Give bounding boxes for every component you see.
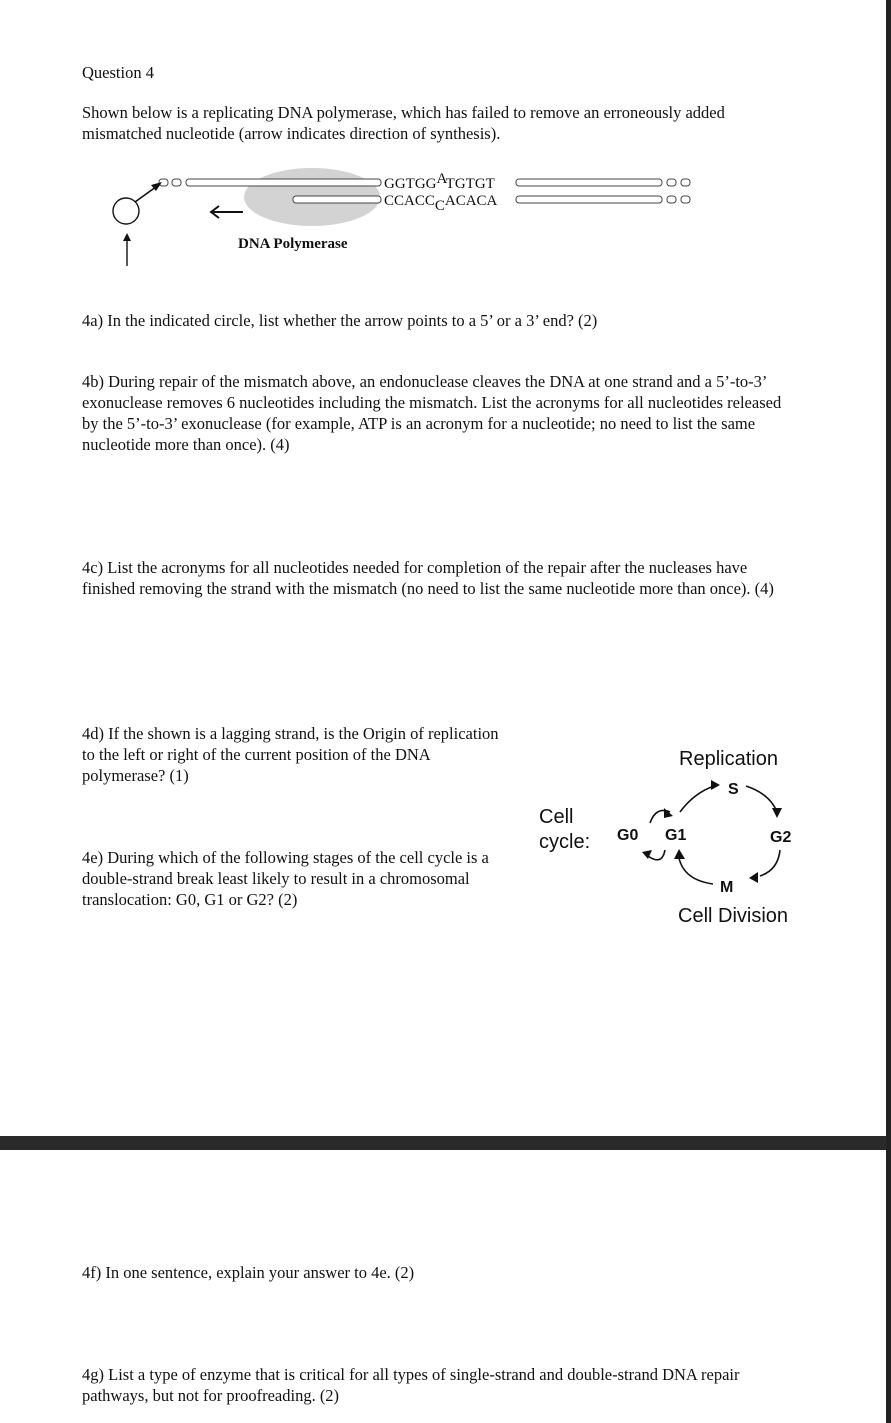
cell-division-label: Cell Division bbox=[678, 905, 789, 927]
replication-label: Replication bbox=[679, 748, 778, 770]
cycle-arrowheads-icon bbox=[642, 780, 782, 883]
section-divider bbox=[0, 1136, 886, 1150]
dna-polymerase-label: DNA Polymerase bbox=[238, 236, 348, 252]
question-4d: 4d) If the shown is a lagging strand, is the Origin of replication to the left or right of the current position of the DNA polymerase? (1) bbox=[82, 724, 499, 785]
question-4e: 4e) During which of the following stages of the cell cycle is a double-strand break least likely to result in a chromosomal translocation: G0, G1 or G2? (2) bbox=[82, 848, 489, 909]
question-4c: 4c) List the acronyms for all nucleotides needed for completion of the repair after the nucleases have finished removing the strand with the mismatch (no need to list the same nucleotide more than once). (4) bbox=[82, 558, 774, 598]
question-4b: 4b) During repair of the mismatch above, an endonuclease cleaves the DNA at one strand and a 5’-to-3’ exonuclease removes 6 nucleotides including the mismatch. List the acronyms for all nucleotides released by the 5’-to-3’ exonuclease (for example, ATP is an acronym for a nucleotide; no need to list the same nucleotide more than once). (4) bbox=[82, 372, 782, 454]
phase-g2: G2 bbox=[770, 829, 792, 846]
question-4a: 4a) In the indicated circle, list whether the arrow points to a 5’ or a 3’ end? (2) bbox=[82, 311, 598, 330]
question-4f: 4f) In one sentence, explain your answer to 4e. (2) bbox=[82, 1263, 415, 1282]
phase-s: S bbox=[728, 781, 739, 798]
question-4g: 4g) List a type of enzyme that is critical for all types of single-strand and double-strand DNA repair pathways, but not for proofreading. (2) bbox=[82, 1365, 740, 1405]
phase-g0: G0 bbox=[617, 827, 639, 844]
bottom-strand-sequence: CCACCCACACA bbox=[384, 193, 498, 214]
question-heading: Question 4 bbox=[82, 63, 154, 82]
top-strand-sequence: GGTGGATGTGT bbox=[384, 171, 495, 192]
question-intro: Shown below is a replicating DNA polymerase, which has failed to remove an erroneously added mismatched nucleotide (arrow indicates direction of synthesis). bbox=[82, 103, 725, 143]
phase-g1: G1 bbox=[665, 827, 687, 844]
phase-m: M bbox=[720, 879, 734, 896]
cell-cycle-label-line2: cycle: bbox=[539, 831, 591, 853]
cell-cycle-label-line1: Cell bbox=[539, 806, 574, 828]
